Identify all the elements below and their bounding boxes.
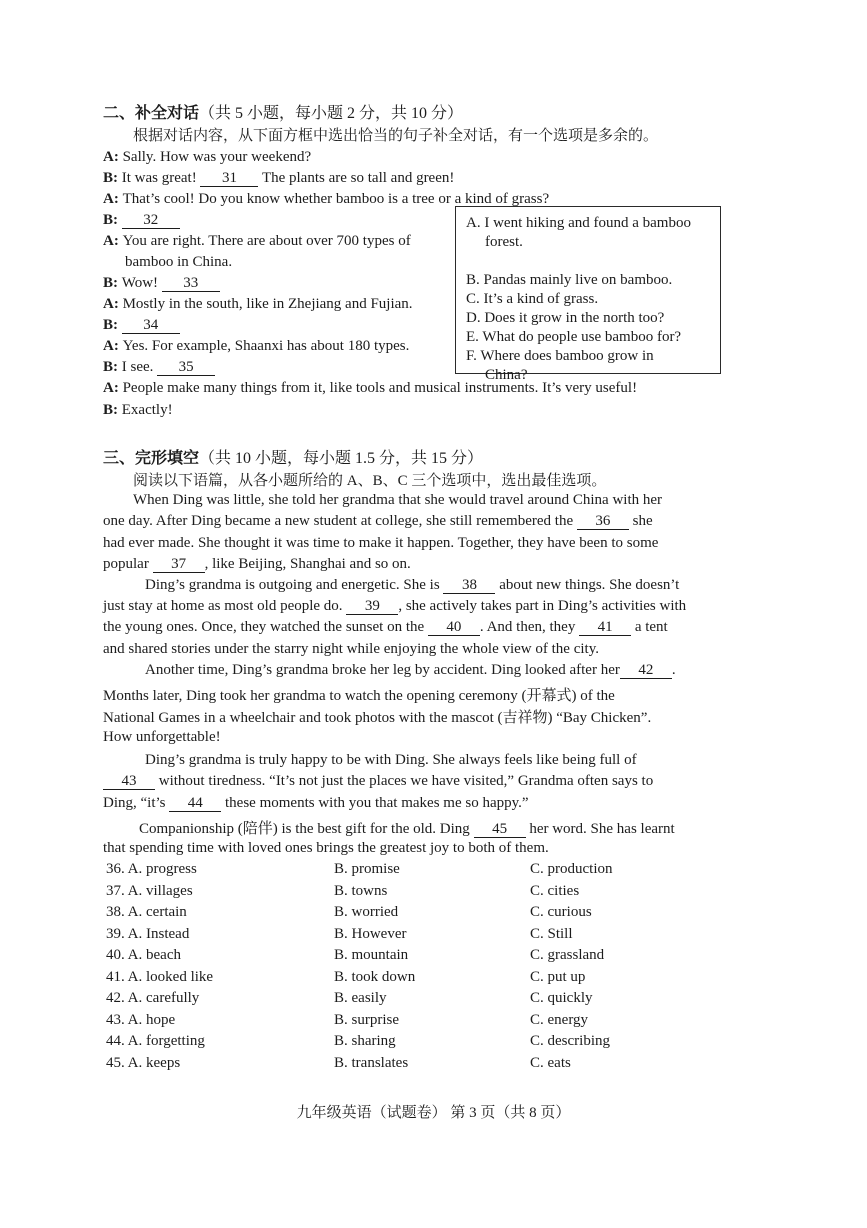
speaker-label: B: [103, 317, 122, 333]
passage-line [103, 773, 653, 790]
choice-c: C. production [530, 861, 613, 877]
dialogue-line [103, 338, 409, 355]
dialogue-text: bamboo in China. [125, 254, 233, 270]
passage-text: she [628, 513, 653, 529]
dialogue-text: I see. [121, 359, 158, 375]
choice-b: B. easily [334, 990, 387, 1006]
passage-text: Months later, Ding took her grandma to watch the opening ceremony (开幕式) of the [103, 688, 615, 704]
dialogue-text: The plants are so tall and green! [258, 170, 455, 186]
choice-a: 42. A. carefully [106, 990, 200, 1006]
dialogue-line [103, 149, 311, 166]
choice-c: C. cities [530, 882, 580, 899]
passage-text: Another time, Ding’s grandma broke her leg by accident. Ding looked after her [145, 662, 620, 678]
passage-text: Ding, “it’s [103, 795, 170, 811]
passage-text: Ding’s grandma is outgoing and energetic. She is [145, 577, 444, 593]
choice-a: 43. A. hope [106, 1011, 176, 1028]
passage-text: had ever made. She thought it was time to make it happen. Together, they have been to some [103, 535, 659, 551]
passage-text: one day. After Ding became a new student at college, she still remembered the [103, 513, 577, 529]
passage-text: that spending time with loved ones brings the greatest joy to both of them. [103, 840, 549, 856]
passage-line [103, 556, 411, 573]
dialogue-line [103, 317, 180, 334]
cloze-blank-36: 36 [577, 514, 629, 530]
choice-c: C. curious [530, 904, 592, 920]
choice-b: B. towns [334, 882, 388, 899]
option-item [466, 348, 654, 365]
choice-a: 44. A. forgetting [106, 1033, 205, 1049]
option-letter: C. [466, 291, 484, 307]
page-footer: 九年级英语（试题卷） 第 3 页（共 8 页） [296, 1105, 571, 1121]
choice-a: 41. A. looked like [106, 968, 214, 985]
passage-line [103, 684, 615, 705]
choice-c: C. quickly [530, 990, 593, 1006]
choice-a: 37. A. villages [106, 882, 193, 899]
choice-a: 36. A. progress [106, 861, 197, 877]
passage-line [145, 577, 679, 594]
speaker-label: B: [103, 212, 122, 228]
option-text-continued: China? [485, 367, 528, 383]
dialogue-text: Exactly! [121, 402, 173, 418]
choice-b: B. promise [334, 861, 400, 877]
choice-b: B. worried [334, 904, 399, 920]
speaker-label: B: [103, 359, 122, 375]
speaker-label: B: [103, 170, 122, 186]
speaker-label: A: [103, 338, 123, 354]
choice-a: 38. A. certain [106, 904, 187, 920]
passage-text: National Games in a wheelchair and took photos with the mascot (吉祥物) “Bay Chicken”. [103, 710, 652, 726]
choice-c: C. put up [530, 968, 586, 985]
passage-text: just stay at home as most old people do. [103, 598, 347, 614]
dialogue-text: Wow! [121, 275, 162, 291]
passage-text: How unforgettable! [103, 729, 221, 745]
dialogue-text: Yes. For example, Shaanxi has about 180 types. [122, 338, 410, 354]
option-text: Does it grow in the north too? [484, 310, 665, 326]
cloze-blank-42: 42 [620, 663, 672, 679]
choice-b: B. took down [334, 968, 416, 985]
dialogue-line [103, 233, 411, 250]
choice-b: B. However [334, 925, 407, 942]
passage-line [103, 729, 221, 746]
choice-c: C. eats [530, 1054, 571, 1071]
option-item [466, 310, 664, 327]
choice-a: 45. A. keeps [106, 1054, 181, 1071]
passage-text: . [671, 662, 676, 678]
option-item [466, 215, 691, 232]
choice-b: B. mountain [334, 947, 409, 963]
cloze-blank-45: 45 [474, 822, 526, 838]
dialogue-text: It was great! [121, 170, 201, 186]
passage-text: about new things. She doesn’t [495, 577, 680, 593]
dialogue-line [103, 402, 173, 419]
dialogue-text: Sally. How was your weekend? [122, 149, 312, 165]
speaker-label: A: [103, 380, 123, 396]
dialogue-line [125, 254, 232, 271]
option-letter: B. [466, 272, 484, 288]
section2-score-note: （共 5 小题，每小题 2 分，共 10 分） [199, 105, 464, 122]
option-item [466, 291, 598, 308]
speaker-label: A: [103, 149, 123, 165]
passage-line [103, 706, 651, 727]
passage-line [103, 598, 686, 615]
choice-c: C. grassland [530, 947, 605, 963]
dialogue-line [103, 212, 180, 229]
passage-line [145, 662, 676, 679]
section2-title-text: 二、补全对话 [103, 105, 200, 122]
option-text: What do people use bamboo for? [482, 329, 682, 345]
dialogue-line [103, 296, 413, 313]
cloze-blank-43: 43 [103, 774, 155, 790]
section3-title-text: 三、完形填空 [103, 450, 200, 467]
passage-text: a tent [631, 619, 668, 635]
choice-b: B. sharing [334, 1033, 396, 1049]
passage-line [103, 641, 599, 658]
cloze-blank-37: 37 [153, 557, 205, 573]
passage-line [133, 492, 662, 509]
choice-c: C. describing [530, 1033, 610, 1049]
option-letter: A. [466, 215, 485, 231]
dialogue-text: Mostly in the south, like in Zhejiang and Fujian. [122, 296, 413, 312]
passage-text: these moments with you that makes me so happy.” [221, 795, 529, 811]
passage-line [103, 795, 529, 812]
passage-text: When Ding was little, she told her grandma that she would travel around China with her [133, 492, 663, 508]
speaker-label: A: [103, 191, 123, 207]
option-text: I went hiking and found a bamboo [484, 215, 691, 231]
passage-text: Ding’s grandma is truly happy to be with Ding. She always feels like being full of [145, 752, 637, 768]
dialogue-line [103, 359, 215, 376]
answer-blank-33: 33 [162, 276, 220, 292]
cloze-blank-41: 41 [579, 620, 631, 636]
option-letter: E. [466, 329, 483, 345]
passage-text: . And then, they [479, 619, 580, 635]
section3-instruction: 阅读以下语篇，从各小题所给的 A、B、C 三个选项中，选出最佳选项。 [133, 473, 607, 489]
choice-b: B. surprise [334, 1011, 399, 1028]
option-text-continued: forest. [485, 234, 523, 250]
section2-title [103, 100, 463, 123]
speaker-label: B: [103, 275, 122, 291]
dialogue-text: That’s cool! Do you know whether bamboo is a tree or a kind of grass? [122, 191, 550, 207]
passage-line [103, 619, 668, 636]
passage-line [103, 535, 658, 552]
answer-blank-34: 34 [122, 318, 180, 334]
option-letter: D. [466, 310, 485, 326]
answer-blank-31: 31 [200, 171, 258, 187]
passage-text: the young ones. Once, they watched the sunset on the [103, 619, 428, 635]
speaker-label: A: [103, 296, 123, 312]
passage-line [139, 817, 675, 838]
cloze-blank-44: 44 [169, 796, 221, 812]
passage-text: Companionship (陪伴) is the best gift for the old. Ding [139, 821, 474, 837]
speaker-label: A: [103, 233, 123, 249]
passage-text: and shared stories under the starry night while enjoying the whole view of the city. [103, 641, 599, 657]
cloze-blank-38: 38 [443, 578, 495, 594]
section3-score-note: （共 10 小题，每小题 1.5 分，共 15 分） [199, 450, 484, 467]
speaker-label: B: [103, 402, 122, 418]
dialogue-line [103, 170, 454, 187]
choice-c: C. Still [530, 925, 573, 942]
passage-line [103, 513, 653, 530]
answer-blank-32: 32 [122, 213, 180, 229]
passage-text: , she actively takes part in Ding’s activities with [398, 598, 687, 614]
option-text: Pandas mainly live on bamboo. [483, 272, 673, 288]
dialogue-text: People make many things from it, like tools and musical instruments. It’s very useful! [122, 380, 638, 396]
answer-blank-35: 35 [157, 360, 215, 376]
option-text: It’s a kind of grass. [483, 291, 599, 307]
passage-text: her word. She has learnt [525, 821, 675, 837]
dialogue-line [103, 380, 637, 397]
passage-line [103, 840, 549, 857]
option-item [466, 329, 681, 346]
options-box [455, 206, 721, 383]
section3-title [103, 445, 483, 468]
dialogue-text: You are right. There are about over 700 types of [122, 233, 411, 249]
choice-b: B. translates [334, 1054, 409, 1071]
choice-c: C. energy [530, 1011, 589, 1028]
section2-instruction: 根据对话内容，从下面方框中选出恰当的句子补全对话，有一个选项是多余的。 [133, 128, 659, 144]
choice-a: 39. A. Instead [106, 925, 190, 942]
cloze-blank-40: 40 [428, 620, 480, 636]
passage-text: popular [103, 556, 153, 572]
cloze-blank-39: 39 [346, 599, 398, 615]
dialogue-line [103, 275, 220, 292]
choice-a: 40. A. beach [106, 947, 181, 963]
passage-text: , like Beijing, Shanghai and so on. [204, 556, 411, 572]
passage-text: without tiredness. “It’s not just the places we have visited,” Grandma often says to [155, 773, 654, 789]
option-item [466, 272, 672, 289]
option-letter: F. [466, 348, 481, 364]
option-text: Where does bamboo grow in [480, 348, 654, 364]
passage-line [145, 752, 637, 769]
